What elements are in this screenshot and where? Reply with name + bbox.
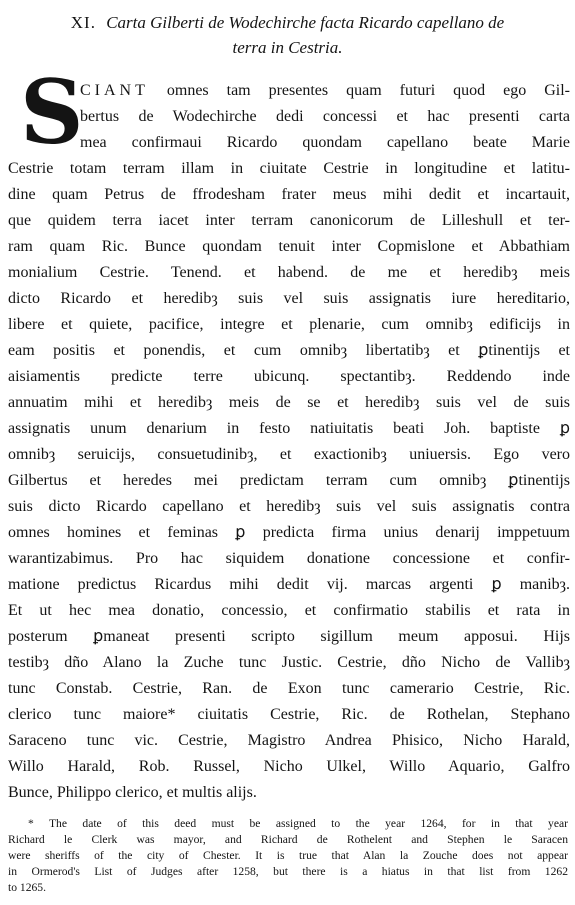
charter-line: testibȝ dño Alano la Zuche tunc Justic. Cestrie, dño Nicho de Vallibȝ bbox=[8, 654, 570, 671]
charter-line: tunc Constab. Cestrie, Ran. de Exon tunc camerario Cestrie, Ric. bbox=[8, 680, 570, 697]
charter-line: omnes homines et feminas ꝑ predicta firma unius denarij imppetuum bbox=[8, 524, 570, 541]
footnote bbox=[8, 816, 568, 896]
charter-line: warantizabimus. Pro hac siquidem donatione concessione et confir- bbox=[8, 550, 570, 567]
charter-body bbox=[8, 78, 570, 806]
charter-line: omnibȝ seruicijs, consuetudinibȝ, et exactionibȝ uniuersis. Ego vero bbox=[8, 446, 570, 463]
charter-line: ram quam Ric. Bunce quondam tenuit inter Copmislone et Abbathiam bbox=[8, 238, 570, 255]
footnote-line: * The date of this deed must be assigned to the year 1264, for in that year bbox=[28, 817, 568, 830]
charter-heading bbox=[0, 10, 575, 60]
charter-line: Et ut hec mea donatio, concessio, et confirmatio stabilis et rata in bbox=[8, 602, 570, 619]
charter-line: dicto Ricardo et heredibȝ suis vel suis assignatis iure hereditario, bbox=[8, 290, 570, 307]
charter-line: assignatis unum denarium in festo natiuitatis beati Joh. baptiste ꝑ bbox=[8, 420, 570, 437]
footnote-line: to 1265. bbox=[8, 881, 47, 894]
charter-line: aisiamentis predicte terre ubicunq. spectantibȝ. Reddendo inde bbox=[8, 368, 570, 385]
charter-line: clerico tunc maiore* ciuitatis Cestrie, Ric. de Rothelan, Stephano bbox=[8, 706, 570, 723]
charter-line: Saraceno tunc vic. Cestrie, Magistro Andrea Phisico, Nicho Harald, bbox=[8, 732, 570, 749]
footnote-line: Richard le Clerk was mayor, and Richard de Rothelent and Stephen le Saracen bbox=[8, 833, 568, 846]
charter-line: monialium Cestrie. Tenend. et habend. de me et heredibȝ meis bbox=[8, 264, 570, 281]
charter-line: Bunce, Philippo clerico, et multis alijs. bbox=[8, 784, 257, 801]
charter-line: annuatim mihi et heredibȝ meis de se et heredibȝ suis vel de suis bbox=[8, 394, 570, 411]
charter-line: Cestrie totam terram illam in ciuitate Cestrie in longitudine et latitu- bbox=[8, 160, 570, 177]
footnote-line: in Ormerod's List of Judges after 1258, but there is a hiatus in that list from 1262 bbox=[8, 865, 568, 878]
charter-line: Gilbertus et heredes mei predictam terram cum omnibȝ ꝑtinentijs bbox=[8, 472, 570, 489]
charter-line: bertus de Wodechirche dedi concessi et hac presenti carta bbox=[80, 108, 570, 125]
charter-number: XI. bbox=[70, 13, 96, 32]
charter-line: posterum ꝑmaneat presenti scripto sigillum meum apposui. Hijs bbox=[8, 628, 570, 645]
charter-title-line-1: Carta Gilberti de Wodechirche facta Ricardo capellano de bbox=[106, 13, 505, 32]
charter-title-line-2: terra in Cestria. bbox=[232, 38, 343, 57]
charter-line: CIANT omnes tam presentes quam futuri quod ego Gil- bbox=[80, 82, 570, 99]
charter-line: suis dicto Ricardo capellano et heredibȝ suis vel suis assignatis contra bbox=[8, 498, 570, 515]
charter-line: que quidem terra iacet inter terram canonicorum de Lilleshull et ter- bbox=[8, 212, 570, 229]
charter-line: dine quam Petrus de ffrodesham frater meus mihi dedit et incartauit, bbox=[8, 186, 570, 203]
charter-line: eam positis et ponendis, et cum omnibȝ libertatibȝ et ꝑtinentijs et bbox=[8, 342, 570, 359]
charter-line: Willo Harald, Rob. Russel, Nicho Ulkel, Willo Aquario, Galfro bbox=[8, 758, 570, 775]
charter-line: mea confirmaui Ricardo quondam capellano beate Marie bbox=[80, 134, 570, 151]
footnote-line: were sheriffs of the city of Chester. It is true that Alan la Zouche does not appear bbox=[8, 849, 568, 862]
drop-cap-initial: S bbox=[20, 60, 84, 164]
first-word: CIANT bbox=[80, 82, 149, 99]
charter-line: matione predictus Ricardus mihi dedit vij. marcas argenti ꝑ manibȝ. bbox=[8, 576, 570, 593]
heading-line-1 bbox=[0, 10, 575, 35]
charter-line: libere et quiete, pacifice, integre et plenarie, cum omnibȝ edificijs in bbox=[8, 316, 570, 333]
